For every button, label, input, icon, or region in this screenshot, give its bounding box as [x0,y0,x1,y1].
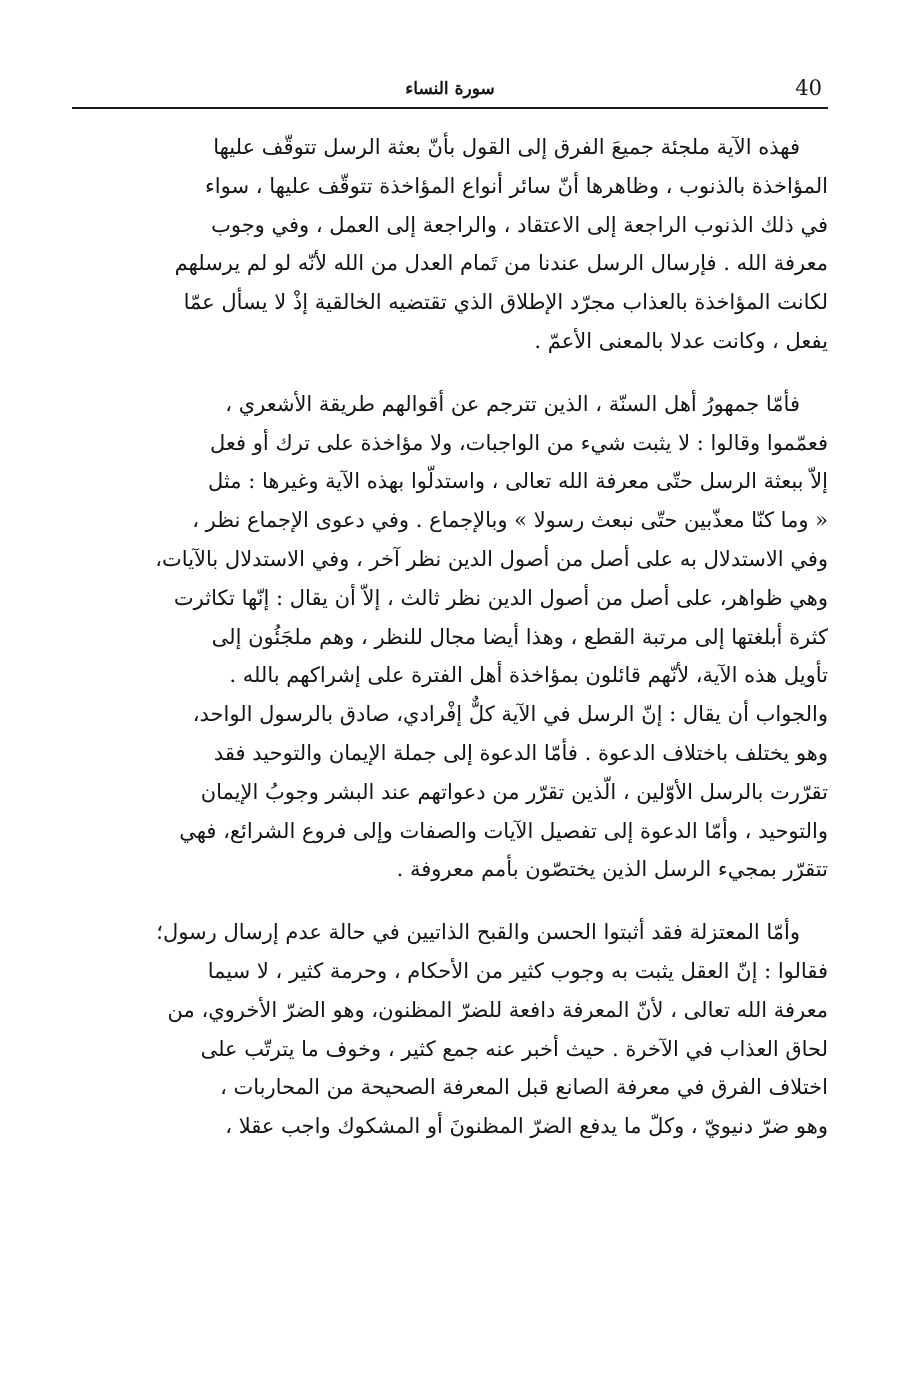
text-line: في ذلك الذنوب الراجعة إلى الاعتقاد ، والراجعة إلى العمل ، وفي وجوب [211,212,828,237]
text-line: وأمّا المعتزلة فقد أثبتوا الحسن والقبح الذاتيين في حالة عدم إرسال رسول؛ [156,920,800,945]
text-line: كثرة أبلغتها إلى مرتبة القطع ، وهذا أيضا مجال للنظر ، وهم ملجَئُون إلى [211,624,828,649]
paragraph-3 [72,913,828,1146]
text-line: المؤاخذة بالذنوب ، وظاهرها أنّ سائر أنواع المؤاخذة تتوقّف عليها ، سواء [204,173,828,198]
text-line: تقرّرت بالرسل الأوّلين ، الّذين تقرّر من دعواتهم عند البشر وجوبُ الإيمان [200,779,828,804]
text-line: لكانت المؤاخذة بالعذاب مجرّد الإطلاق الذي تقتضيه الخالقية إذْ لا يسأل عمّا [183,290,828,315]
text-line: فأمّا جمهورُ أهل السنّة ، الذين تترجم عن أقوالهم طريقة الأشعري ، [225,391,800,416]
text-line: وهي ظواهر، على أصل من أصول الدين نظر ثالث ، إلاّ أن يقال : إنّها تكاثرت [173,585,828,610]
text-line: وهو يختلف باختلاف الدعوة . فأمّا الدعوة إلى جملة الإيمان والتوحيد فقد [213,740,828,765]
text-line: إلاّ ببعثة الرسل حتّى معرفة الله تعالى ، واستدلّوا بهذه الآية وغيرها : مثل [208,469,828,494]
text-line: فهذه الآية ملجئة جميعَ الفرق إلى القول بأنّ بعثة الرسل تتوقّف عليها [213,135,800,159]
running-title: سورة النساء [405,79,495,99]
body-text [72,128,828,1146]
text-line: فقالوا : إنّ العقل يثبت به وجوب كثير من الأحكام ، وحرمة كثير ، لا سيما [207,958,828,983]
text-line: فعمّموا وقالوا : لا يثبت شيء من الواجبات، ولا مؤاخذة على ترك أو فعل [210,430,828,455]
text-line: يفعل ، وكانت عدلا بالمعنى الأعمّ . [534,328,828,353]
text-line: معرفة الله تعالى ، لأنّ المعرفة دافعة للضرّ المظنون، وهو الضرّ الأخروي، من [167,997,828,1022]
paragraph-1 [72,128,828,361]
text-line: معرفة الله . فإرسال الرسل عندنا من تَمام العدل من الله لأنّه لو لم يرسلهم [174,251,828,276]
header-rule [72,107,828,109]
text-line: لحاق العذاب في الآخرة . حيث أخبر عنه جمع كثير ، وخوف ما يترتّب على [200,1036,828,1061]
text-line: والتوحيد ، وأمّا الدعوة إلى تفصيل الآيات والصفات وإلى فروع الشرائع، فهي [179,818,828,843]
text-line: « وما كنّا معذّبين حتّى نبعث رسولا » وبالإجماع . وفي دعوى الإجماع نظر ، [192,508,828,533]
text-line: تأويل هذه الآية، لأنّهم قائلون بمؤاخذة أهل الفترة على إشراكهم بالله . [229,663,828,688]
page-number: 40 [795,76,822,100]
page-header [72,70,828,110]
text-line: اختلاف الفرق في معرفة الصانع قبل المعرفة الصحيحة من المحاربات ، [220,1075,828,1100]
text-line: تتقرّر بمجيء الرسل الذين يختصّون بأمم معروفة . [396,857,828,882]
text-line: وفي الاستدلال به على أصل من أصول الدين نظر آخر ، وفي الاستدلال بالآيات، [155,546,828,571]
text-line: وهو ضرّ دنيويّ ، وكلّ ما يدفع الضرّ المظنونَ أو المشكوك واجب عقلا ، [225,1114,828,1139]
text-line: والجواب أن يقال : إنّ الرسل في الآية كلٌّ إفْرادي، صادق بالرسول الواحد، [192,702,828,727]
paragraph-2 [72,385,828,889]
